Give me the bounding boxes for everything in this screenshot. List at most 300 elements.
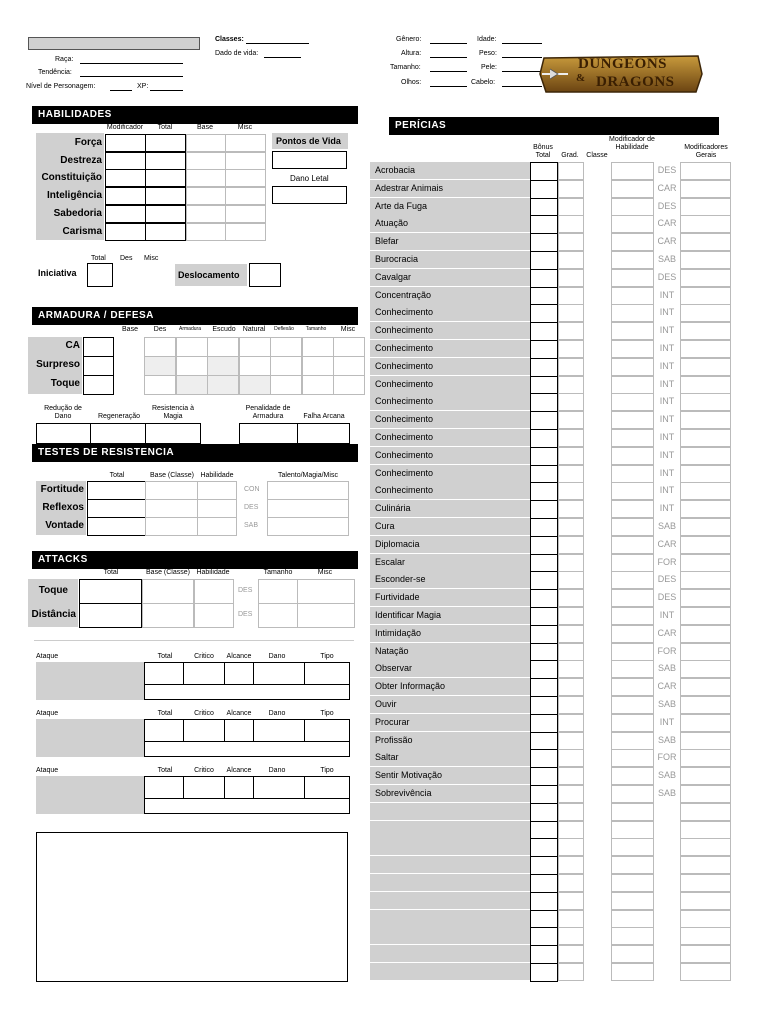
armor-cell-field[interactable] [270,356,302,376]
weapon-total-field[interactable] [144,662,184,685]
skill-grad-field[interactable] [558,162,584,180]
skill-abmod-field[interactable] [611,180,654,198]
skill-grad-field[interactable] [558,571,584,589]
dr-field[interactable] [36,423,91,444]
ability-base-field[interactable] [186,187,226,205]
save-base-field[interactable] [145,499,198,518]
skill-abmod-field[interactable] [611,749,654,767]
skill-total-field[interactable] [530,945,558,964]
skill-abmod-field[interactable] [611,304,654,322]
skill-total-field[interactable] [530,910,558,929]
skill-grad-field[interactable] [558,963,584,981]
skill-misc-field[interactable] [680,945,731,963]
size-field[interactable] [430,71,467,72]
skill-abmod-field[interactable] [611,447,654,465]
skill-misc-field[interactable] [680,411,731,429]
weapon-crit-field[interactable] [183,776,225,799]
skill-misc-field[interactable] [680,269,731,287]
weapon-range-field[interactable] [224,662,254,685]
ability-total-field[interactable] [145,187,186,205]
skill-total-field[interactable] [530,874,558,893]
skill-grad-field[interactable] [558,945,584,963]
skill-abmod-field[interactable] [611,821,654,839]
skill-abmod-field[interactable] [611,518,654,536]
skill-grad-field[interactable] [558,803,584,821]
skill-total-field[interactable] [530,429,558,448]
armor-cell-field[interactable] [176,337,208,357]
weapon-total-field[interactable] [144,719,184,742]
skill-abmod-field[interactable] [611,322,654,340]
race-field[interactable] [80,63,183,64]
skill-total-field[interactable] [530,749,558,768]
weight-field[interactable] [502,57,542,58]
weapon-type-field[interactable] [304,776,350,799]
height-field[interactable] [430,57,467,58]
save-ability-field[interactable] [197,499,237,518]
skill-total-field[interactable] [530,180,558,199]
save-total-field[interactable] [87,481,146,500]
skill-misc-field[interactable] [680,749,731,767]
skill-misc-field[interactable] [680,482,731,500]
ability-modifier-field[interactable] [105,205,146,223]
skill-misc-field[interactable] [680,678,731,696]
skill-abmod-field[interactable] [611,785,654,803]
armor-cell-field[interactable] [176,356,208,376]
skill-total-field[interactable] [530,465,558,484]
skill-total-field[interactable] [530,251,558,270]
skill-abmod-field[interactable] [611,429,654,447]
skill-misc-field[interactable] [680,571,731,589]
gender-field[interactable] [430,43,467,44]
skill-abmod-field[interactable] [611,589,654,607]
attack-misc-field[interactable] [297,603,355,628]
skill-total-field[interactable] [530,304,558,323]
armor-cell-field[interactable] [333,375,365,395]
skill-total-field[interactable] [530,696,558,715]
acp-field[interactable] [239,423,298,444]
ability-misc-field[interactable] [225,169,266,187]
skill-total-field[interactable] [530,607,558,626]
armor-cell-field[interactable] [239,375,271,395]
skill-abmod-field[interactable] [611,465,654,483]
skill-misc-field[interactable] [680,251,731,269]
skill-misc-field[interactable] [680,322,731,340]
armor-cell-field[interactable] [207,375,239,395]
skill-abmod-field[interactable] [611,198,654,216]
weapon-total-field[interactable] [144,776,184,799]
skill-misc-field[interactable] [680,643,731,661]
skill-misc-field[interactable] [680,465,731,483]
skill-abmod-field[interactable] [611,714,654,732]
skill-misc-field[interactable] [680,767,731,785]
weapon-type-field[interactable] [304,662,350,685]
skill-misc-field[interactable] [680,447,731,465]
armor-cell-field[interactable] [239,356,271,376]
skill-grad-field[interactable] [558,287,584,305]
skill-abmod-field[interactable] [611,269,654,287]
skill-abmod-field[interactable] [611,767,654,785]
skill-misc-field[interactable] [680,304,731,322]
armor-cell-field[interactable] [144,337,176,357]
skill-total-field[interactable] [530,821,558,840]
alignment-field[interactable] [80,76,183,77]
skill-abmod-field[interactable] [611,660,654,678]
skill-grad-field[interactable] [558,589,584,607]
ability-modifier-field[interactable] [105,152,146,170]
armor-total-field[interactable] [83,337,114,357]
weapon-name-field[interactable] [36,662,144,700]
skill-grad-field[interactable] [558,821,584,839]
skill-misc-field[interactable] [680,180,731,198]
ability-total-field[interactable] [145,169,186,187]
skill-grad-field[interactable] [558,482,584,500]
hit-die-field[interactable] [264,57,301,58]
skill-grad-field[interactable] [558,554,584,572]
skill-abmod-field[interactable] [611,251,654,269]
skill-misc-field[interactable] [680,892,731,910]
skill-grad-field[interactable] [558,732,584,750]
skill-total-field[interactable] [530,892,558,911]
skill-grad-field[interactable] [558,892,584,910]
skill-abmod-field[interactable] [611,678,654,696]
skill-misc-field[interactable] [680,696,731,714]
skill-total-field[interactable] [530,536,558,555]
char-level-field[interactable] [110,90,132,91]
skill-total-field[interactable] [530,571,558,590]
save-misc-field[interactable] [267,517,349,536]
skill-abmod-field[interactable] [611,892,654,910]
ability-modifier-field[interactable] [105,223,146,241]
ability-base-field[interactable] [186,152,226,170]
skill-abmod-field[interactable] [611,287,654,305]
attack-ability-field[interactable] [194,603,234,628]
skill-abmod-field[interactable] [611,215,654,233]
initiative-total-field[interactable] [87,263,113,287]
skill-abmod-field[interactable] [611,393,654,411]
weapon-damage-field[interactable] [253,719,305,742]
skill-grad-field[interactable] [558,927,584,945]
skill-total-field[interactable] [530,963,558,982]
ability-misc-field[interactable] [225,134,266,152]
skill-total-field[interactable] [530,215,558,234]
skill-grad-field[interactable] [558,767,584,785]
age-field[interactable] [502,43,542,44]
skill-abmod-field[interactable] [611,607,654,625]
attack-size-field[interactable] [258,579,298,604]
xp-field[interactable] [150,90,183,91]
skill-total-field[interactable] [530,625,558,644]
skill-misc-field[interactable] [680,910,731,928]
skill-abmod-field[interactable] [611,571,654,589]
skill-abmod-field[interactable] [611,643,654,661]
skill-misc-field[interactable] [680,287,731,305]
skill-total-field[interactable] [530,785,558,804]
skill-total-field[interactable] [530,287,558,306]
skill-misc-field[interactable] [680,821,731,839]
skill-grad-field[interactable] [558,251,584,269]
skill-total-field[interactable] [530,500,558,519]
save-base-field[interactable] [145,517,198,536]
skill-misc-field[interactable] [680,803,731,821]
ability-misc-field[interactable] [225,187,266,205]
lethal-damage-field[interactable] [272,186,347,204]
skill-total-field[interactable] [530,767,558,786]
skill-grad-field[interactable] [558,874,584,892]
skill-abmod-field[interactable] [611,927,654,945]
skill-total-field[interactable] [530,856,558,875]
armor-cell-field[interactable] [302,356,334,376]
ability-modifier-field[interactable] [105,134,146,152]
weapon-name-field[interactable] [36,719,144,757]
armor-cell-field[interactable] [270,337,302,357]
skill-grad-field[interactable] [558,465,584,483]
skill-total-field[interactable] [530,162,558,181]
notes-box[interactable] [36,832,348,982]
skill-misc-field[interactable] [680,625,731,643]
skill-abmod-field[interactable] [611,874,654,892]
skill-total-field[interactable] [530,358,558,377]
skill-misc-field[interactable] [680,607,731,625]
skill-abmod-field[interactable] [611,536,654,554]
skill-total-field[interactable] [530,322,558,341]
ability-modifier-field[interactable] [105,169,146,187]
skill-total-field[interactable] [530,518,558,537]
skill-grad-field[interactable] [558,198,584,216]
armor-cell-field[interactable] [302,375,334,395]
armor-cell-field[interactable] [302,337,334,357]
skill-grad-field[interactable] [558,447,584,465]
skill-grad-field[interactable] [558,607,584,625]
armor-total-field[interactable] [83,356,114,376]
skill-misc-field[interactable] [680,714,731,732]
skill-grad-field[interactable] [558,215,584,233]
skill-misc-field[interactable] [680,856,731,874]
attack-total-field[interactable] [79,603,142,628]
weapon-range-field[interactable] [224,776,254,799]
weapon-damage-field[interactable] [253,662,305,685]
skill-abmod-field[interactable] [611,554,654,572]
skill-misc-field[interactable] [680,838,731,856]
ability-modifier-field[interactable] [105,187,146,205]
skill-total-field[interactable] [530,482,558,501]
speed-field[interactable] [249,263,281,287]
skill-misc-field[interactable] [680,785,731,803]
skill-abmod-field[interactable] [611,696,654,714]
skill-abmod-field[interactable] [611,500,654,518]
attack-total-field[interactable] [79,579,142,604]
weapon-range-field[interactable] [224,719,254,742]
skill-misc-field[interactable] [680,376,731,394]
skill-misc-field[interactable] [680,233,731,251]
armor-total-field[interactable] [83,375,114,395]
ability-misc-field[interactable] [225,205,266,223]
asf-field[interactable] [297,423,350,444]
skill-total-field[interactable] [530,233,558,252]
skill-misc-field[interactable] [680,162,731,180]
weapon-notes-field[interactable] [144,798,350,814]
skill-abmod-field[interactable] [611,732,654,750]
skill-abmod-field[interactable] [611,910,654,928]
skill-total-field[interactable] [530,838,558,857]
skill-misc-field[interactable] [680,963,731,981]
skill-grad-field[interactable] [558,536,584,554]
skill-total-field[interactable] [530,803,558,822]
skill-total-field[interactable] [530,198,558,217]
weapon-crit-field[interactable] [183,662,225,685]
ability-base-field[interactable] [186,134,226,152]
save-base-field[interactable] [145,481,198,500]
skill-total-field[interactable] [530,393,558,412]
regen-field[interactable] [90,423,146,444]
weapon-type-field[interactable] [304,719,350,742]
armor-cell-field[interactable] [333,356,365,376]
skill-total-field[interactable] [530,447,558,466]
skill-grad-field[interactable] [558,411,584,429]
ability-misc-field[interactable] [225,223,266,241]
skill-total-field[interactable] [530,643,558,662]
skill-grad-field[interactable] [558,393,584,411]
skill-grad-field[interactable] [558,322,584,340]
skill-total-field[interactable] [530,411,558,430]
hp-field[interactable] [272,151,347,169]
ability-base-field[interactable] [186,169,226,187]
weapon-damage-field[interactable] [253,776,305,799]
skill-misc-field[interactable] [680,340,731,358]
skill-misc-field[interactable] [680,358,731,376]
skin-field[interactable] [502,71,542,72]
skill-grad-field[interactable] [558,269,584,287]
skill-abmod-field[interactable] [611,340,654,358]
skill-misc-field[interactable] [680,198,731,216]
ability-base-field[interactable] [186,223,226,241]
skill-grad-field[interactable] [558,180,584,198]
eyes-field[interactable] [430,86,467,87]
armor-cell-field[interactable] [144,375,176,395]
save-total-field[interactable] [87,499,146,518]
skill-misc-field[interactable] [680,554,731,572]
skill-misc-field[interactable] [680,732,731,750]
skill-grad-field[interactable] [558,749,584,767]
skill-grad-field[interactable] [558,643,584,661]
skill-misc-field[interactable] [680,589,731,607]
save-ability-field[interactable] [197,517,237,536]
skill-grad-field[interactable] [558,233,584,251]
skill-grad-field[interactable] [558,910,584,928]
ability-total-field[interactable] [145,223,186,241]
skill-grad-field[interactable] [558,696,584,714]
skill-total-field[interactable] [530,554,558,573]
skill-abmod-field[interactable] [611,625,654,643]
save-total-field[interactable] [87,517,146,536]
skill-grad-field[interactable] [558,785,584,803]
armor-cell-field[interactable] [270,375,302,395]
skill-abmod-field[interactable] [611,411,654,429]
skill-abmod-field[interactable] [611,358,654,376]
armor-cell-field[interactable] [176,375,208,395]
skill-abmod-field[interactable] [611,482,654,500]
skill-grad-field[interactable] [558,660,584,678]
sr-field[interactable] [145,423,201,444]
armor-cell-field[interactable] [144,356,176,376]
skill-misc-field[interactable] [680,927,731,945]
skill-grad-field[interactable] [558,304,584,322]
skill-grad-field[interactable] [558,518,584,536]
skill-misc-field[interactable] [680,429,731,447]
skill-total-field[interactable] [530,714,558,733]
skill-grad-field[interactable] [558,429,584,447]
skill-total-field[interactable] [530,927,558,946]
character-name-field[interactable] [28,37,200,50]
armor-cell-field[interactable] [207,356,239,376]
skill-abmod-field[interactable] [611,838,654,856]
skill-grad-field[interactable] [558,625,584,643]
hair-field[interactable] [502,86,542,87]
skill-total-field[interactable] [530,678,558,697]
skill-misc-field[interactable] [680,874,731,892]
weapon-crit-field[interactable] [183,719,225,742]
ability-base-field[interactable] [186,205,226,223]
skill-abmod-field[interactable] [611,856,654,874]
ability-total-field[interactable] [145,134,186,152]
skill-misc-field[interactable] [680,393,731,411]
skill-grad-field[interactable] [558,714,584,732]
ability-total-field[interactable] [145,152,186,170]
skill-grad-field[interactable] [558,838,584,856]
save-misc-field[interactable] [267,481,349,500]
attack-ability-field[interactable] [194,579,234,604]
skill-misc-field[interactable] [680,500,731,518]
skill-total-field[interactable] [530,660,558,679]
skill-grad-field[interactable] [558,340,584,358]
skill-abmod-field[interactable] [611,376,654,394]
skill-total-field[interactable] [530,732,558,751]
weapon-notes-field[interactable] [144,741,350,757]
attack-size-field[interactable] [258,603,298,628]
armor-cell-field[interactable] [207,337,239,357]
skill-total-field[interactable] [530,376,558,395]
save-ability-field[interactable] [197,481,237,500]
skill-total-field[interactable] [530,340,558,359]
skill-abmod-field[interactable] [611,963,654,981]
skill-grad-field[interactable] [558,856,584,874]
skill-abmod-field[interactable] [611,162,654,180]
skill-abmod-field[interactable] [611,233,654,251]
skill-grad-field[interactable] [558,500,584,518]
skill-misc-field[interactable] [680,660,731,678]
skill-grad-field[interactable] [558,358,584,376]
ability-misc-field[interactable] [225,152,266,170]
armor-cell-field[interactable] [333,337,365,357]
skill-grad-field[interactable] [558,678,584,696]
attack-misc-field[interactable] [297,579,355,604]
attack-base-field[interactable] [142,603,194,628]
ability-total-field[interactable] [145,205,186,223]
skill-misc-field[interactable] [680,518,731,536]
skill-misc-field[interactable] [680,215,731,233]
weapon-name-field[interactable] [36,776,144,814]
weapon-notes-field[interactable] [144,684,350,700]
skill-misc-field[interactable] [680,536,731,554]
skill-total-field[interactable] [530,589,558,608]
skill-total-field[interactable] [530,269,558,288]
skill-grad-field[interactable] [558,376,584,394]
classes-field[interactable] [246,43,309,44]
skill-abmod-field[interactable] [611,945,654,963]
armor-cell-field[interactable] [239,337,271,357]
save-misc-field[interactable] [267,499,349,518]
attack-base-field[interactable] [142,579,194,604]
skill-abmod-field[interactable] [611,803,654,821]
